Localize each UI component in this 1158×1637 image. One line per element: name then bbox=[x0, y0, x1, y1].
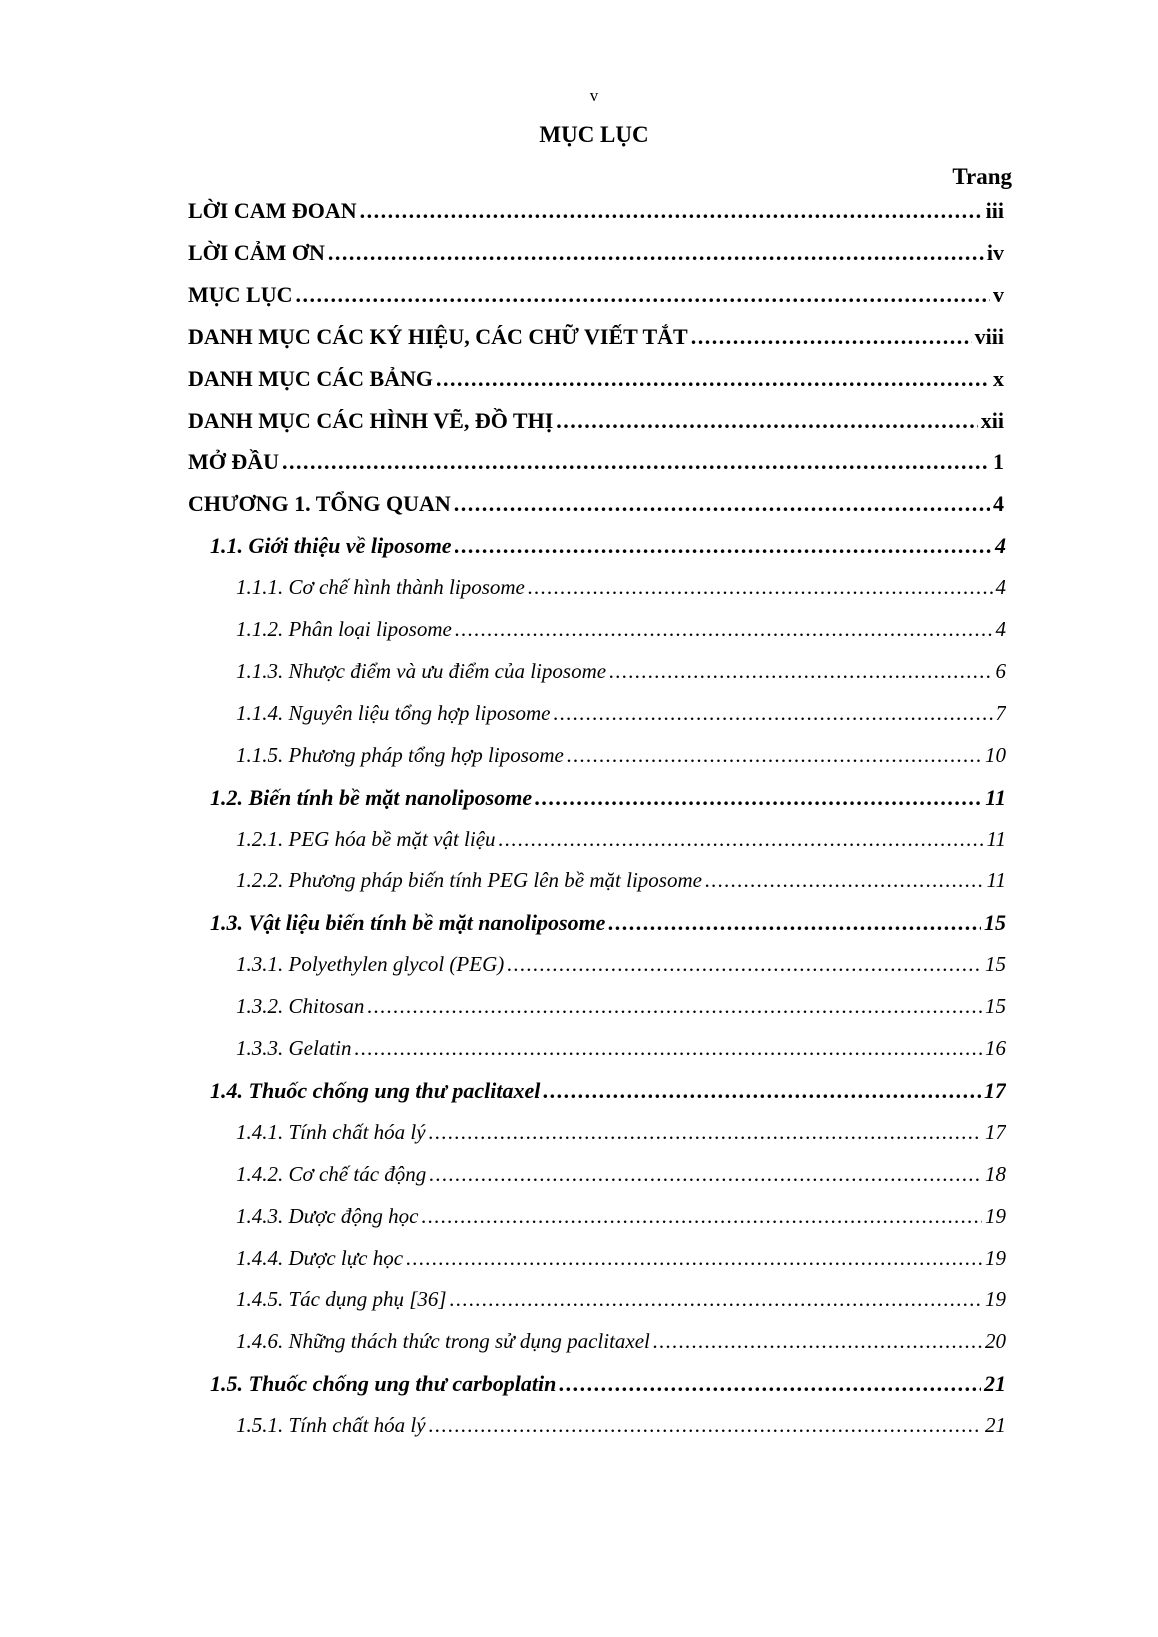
dot-leader bbox=[691, 324, 972, 350]
toc-entry[interactable] bbox=[236, 1287, 1006, 1329]
toc-entry[interactable] bbox=[188, 449, 1004, 491]
toc-entry-label: 1.1. Giới thiệu về liposome bbox=[210, 533, 452, 559]
toc-entry-label: 1.3.1. Polyethylen glycol (PEG) bbox=[236, 952, 505, 977]
toc-entry-label: 1.4.2. Cơ chế tác động bbox=[236, 1161, 427, 1186]
toc-entry-label: 1.4.3. Dược động học bbox=[236, 1203, 419, 1228]
toc-entry-page: 15 bbox=[985, 994, 1006, 1019]
toc-entry[interactable] bbox=[236, 868, 1006, 910]
toc-entry-page: 1 bbox=[993, 449, 1004, 475]
toc-entry[interactable] bbox=[210, 785, 1006, 827]
toc-entry-page: 17 bbox=[984, 1077, 1006, 1103]
toc-entry-page: 15 bbox=[984, 910, 1006, 936]
dot-leader bbox=[535, 785, 982, 811]
toc-entry-label: CHƯƠNG 1. TỔNG QUAN bbox=[188, 491, 451, 517]
toc-entry[interactable] bbox=[236, 1036, 1006, 1078]
toc-entry-page: 20 bbox=[985, 1329, 1006, 1354]
dot-leader bbox=[454, 491, 990, 517]
toc-entry-label: 1.5.1. Tính chất hóa lý bbox=[236, 1413, 426, 1438]
toc-entry[interactable] bbox=[236, 1120, 1006, 1162]
toc-entry-label: 1.5. Thuốc chống ung thư carboplatin bbox=[210, 1371, 557, 1397]
toc-entry-label: LỜI CAM ĐOAN bbox=[188, 198, 357, 223]
toc-entry[interactable] bbox=[188, 240, 1004, 282]
toc-entry-page: iv bbox=[986, 239, 1004, 265]
dot-leader bbox=[429, 1162, 982, 1187]
page-number: v bbox=[589, 86, 599, 105]
toc-entry-page: 18 bbox=[985, 1161, 1006, 1186]
dot-leader bbox=[355, 1036, 983, 1061]
toc-entry-label: 1.3.3. Gelatin bbox=[236, 1036, 352, 1060]
toc-entry-label: 1.1.4. Nguyên liệu tổng hợp liposome bbox=[236, 700, 551, 725]
toc-entry-label: MỞ ĐẦU bbox=[188, 449, 280, 475]
toc-entry[interactable] bbox=[188, 282, 1004, 324]
toc-entry-page: viii bbox=[974, 323, 1004, 349]
toc-entry-page: iii bbox=[985, 198, 1004, 223]
toc-entry-label: 1.1.2. Phân loại liposome bbox=[236, 617, 452, 641]
dot-leader bbox=[436, 366, 990, 392]
toc-entry-label: DANH MỤC CÁC KÝ HIỆU, CÁC CHỮ VIẾT TẮT bbox=[188, 323, 688, 349]
dot-leader bbox=[450, 1287, 982, 1312]
toc-entry[interactable] bbox=[236, 743, 1006, 785]
dot-leader bbox=[455, 533, 992, 559]
dot-leader bbox=[543, 1078, 981, 1104]
dot-leader bbox=[556, 408, 977, 434]
dot-leader bbox=[653, 1329, 982, 1354]
dot-leader bbox=[507, 952, 982, 977]
dot-leader bbox=[282, 449, 990, 475]
toc-entry[interactable] bbox=[236, 1162, 1006, 1204]
toc-entry-page: 15 bbox=[985, 952, 1006, 977]
toc-entry-page: 19 bbox=[985, 1203, 1006, 1228]
toc-entry-label: 1.1.3. Nhược điểm và ưu điểm của liposome bbox=[236, 658, 607, 683]
dot-leader bbox=[559, 1371, 981, 1397]
toc-entry-page: 4 bbox=[993, 491, 1004, 517]
dot-leader bbox=[360, 198, 983, 224]
dot-leader bbox=[367, 994, 982, 1019]
dot-leader bbox=[609, 659, 992, 684]
toc-entry-label: 1.3.2. Chitosan bbox=[236, 994, 365, 1019]
toc-entry-page: 19 bbox=[985, 1245, 1006, 1270]
toc-entry-label: 1.4.4. Dược lực học bbox=[236, 1245, 404, 1270]
dot-leader bbox=[429, 1120, 982, 1145]
toc-entry-page: 11 bbox=[985, 784, 1006, 810]
toc-entry[interactable] bbox=[188, 491, 1004, 533]
toc-entry-label: 1.2. Biến tính bề mặt nanoliposome bbox=[210, 784, 533, 810]
toc-entry-page: x bbox=[993, 365, 1004, 391]
dot-leader bbox=[455, 617, 993, 642]
toc-entry[interactable] bbox=[210, 1078, 1006, 1120]
toc-entry[interactable] bbox=[236, 617, 1006, 659]
dot-leader bbox=[429, 1413, 982, 1438]
toc-entry-page: 17 bbox=[985, 1119, 1006, 1144]
dot-leader bbox=[421, 1204, 982, 1229]
toc-entry-label: 1.2.2. Phương pháp biến tính PEG lên bề mặt liposome bbox=[236, 868, 702, 893]
toc-entry-page: 4 bbox=[995, 617, 1006, 641]
toc-entry-label: 1.4.1. Tính chất hóa lý bbox=[236, 1119, 426, 1144]
toc-entry[interactable] bbox=[236, 659, 1006, 701]
toc-entry-label: 1.1.5. Phương pháp tổng hợp liposome bbox=[236, 742, 564, 767]
toc-entry[interactable] bbox=[236, 1329, 1006, 1371]
dot-leader bbox=[296, 282, 991, 308]
dot-leader bbox=[406, 1246, 982, 1271]
toc-entry-page: 10 bbox=[985, 742, 1006, 767]
toc-entry[interactable] bbox=[188, 408, 1004, 450]
dot-leader bbox=[328, 240, 984, 266]
toc-entry-page: 6 bbox=[995, 658, 1006, 683]
toc-entry[interactable] bbox=[210, 910, 1006, 952]
toc-entry[interactable] bbox=[236, 827, 1006, 869]
toc-entry-label: 1.2.1. PEG hóa bề mặt vật liệu bbox=[236, 826, 496, 851]
toc-entry[interactable] bbox=[236, 952, 1006, 994]
dot-leader bbox=[705, 868, 984, 893]
toc-entry-label: 1.4.5. Tác dụng phụ [36] bbox=[236, 1287, 447, 1312]
page-title: MỤC LỤC bbox=[539, 122, 649, 147]
toc-entry[interactable] bbox=[210, 533, 1006, 575]
toc-entry[interactable] bbox=[236, 701, 1006, 743]
toc-entry-page: 21 bbox=[985, 1413, 1006, 1438]
toc-entry[interactable] bbox=[188, 324, 1004, 366]
toc-entry-page: 4 bbox=[995, 575, 1006, 600]
toc-entry-page: 7 bbox=[995, 700, 1006, 725]
toc-entry-page: 21 bbox=[984, 1371, 1006, 1397]
toc-entry[interactable] bbox=[236, 575, 1006, 617]
toc-entry-label: MỤC LỤC bbox=[188, 281, 293, 307]
toc-entry-page: xii bbox=[980, 407, 1004, 433]
page-column-label: Trang bbox=[952, 164, 1012, 189]
toc-entry[interactable] bbox=[236, 1413, 1006, 1455]
toc-entry-label: DANH MỤC CÁC BẢNG bbox=[188, 365, 434, 391]
dot-leader bbox=[528, 575, 993, 600]
dot-leader bbox=[499, 827, 984, 852]
toc-entry-label: DANH MỤC CÁC HÌNH VẼ, ĐỒ THỊ bbox=[188, 407, 554, 433]
toc-entry-page: 11 bbox=[986, 868, 1006, 893]
toc-entry[interactable] bbox=[188, 198, 1004, 240]
toc-entry-page: v bbox=[993, 281, 1004, 307]
dot-leader bbox=[567, 743, 982, 768]
toc-entry-page: 11 bbox=[986, 826, 1006, 851]
toc-entry[interactable] bbox=[236, 1204, 1006, 1246]
toc-entry-label: 1.1.1. Cơ chế hình thành liposome bbox=[236, 575, 525, 600]
dot-leader bbox=[608, 910, 981, 936]
toc-entry-page: 4 bbox=[995, 533, 1006, 559]
toc-entry-label: 1.3. Vật liệu biến tính bề mặt nanoliposome bbox=[210, 910, 606, 936]
toc-entry-page: 19 bbox=[985, 1287, 1006, 1312]
dot-leader bbox=[554, 701, 993, 726]
toc-entry[interactable] bbox=[188, 366, 1004, 408]
toc-entry[interactable] bbox=[236, 1246, 1006, 1288]
toc-entry-label: 1.4.6. Những thách thức trong sử dụng paclitaxel bbox=[236, 1329, 650, 1354]
toc-entry-label: 1.4. Thuốc chống ung thư paclitaxel bbox=[210, 1077, 541, 1103]
toc-entry[interactable] bbox=[236, 994, 1006, 1036]
toc-entry-page: 16 bbox=[985, 1036, 1006, 1060]
toc-entry[interactable] bbox=[210, 1371, 1006, 1413]
toc-entry-label: LỜI CẢM ƠN bbox=[188, 239, 325, 265]
